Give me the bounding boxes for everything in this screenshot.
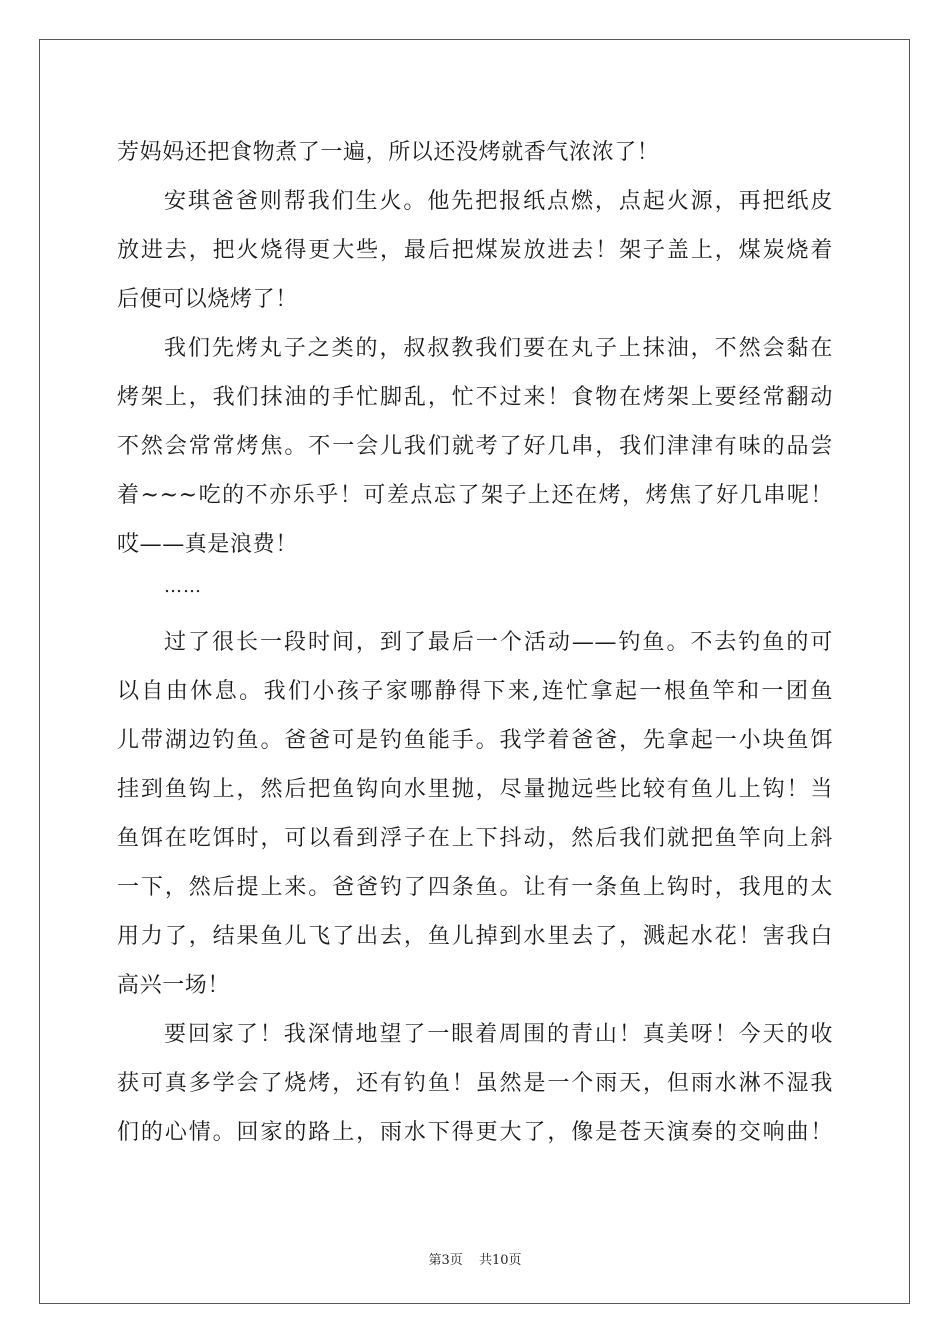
text-line: 芳妈妈还把食物煮了一遍，所以还没烤就香气浓浓了！ [117, 140, 660, 165]
text-line: 挂到鱼钩上，然后把鱼钩向水里抛，尽量抛远些比较有鱼儿上钩！当 [117, 777, 833, 802]
paragraph-start-line: 我们先烤丸子之类的，叔叔教我们要在丸子上抹油，不然会黏在 [164, 336, 833, 361]
page-number-current: 第3页 [428, 1253, 463, 1268]
text-line: 以自由休息。我们小孩子家哪静得下来,连忙拿起一根鱼竿和一团鱼 [117, 679, 833, 704]
text-line: 高兴一场！ [117, 973, 231, 998]
page-number-total: 共10页 [478, 1253, 522, 1268]
text-line: 用力了，结果鱼儿飞了出去，鱼儿掉到水里去了，溅起水花！害我白 [117, 924, 833, 949]
text-line: 哎——真是浪费！ [117, 532, 298, 557]
text-line: 获可真多学会了烧烤，还有钓鱼！虽然是一个雨天，但雨水淋不湿我 [117, 1071, 833, 1096]
text-line: 鱼饵在吃饵时，可以看到浮子在上下抖动，然后我们就把鱼竿向上斜 [117, 826, 833, 851]
ellipsis-separator: …… [164, 576, 202, 597]
text-line: 不然会常常烤焦。不一会儿我们就考了好几串，我们津津有味的品尝 [117, 434, 833, 459]
text-line: 后便可以烧烤了！ [117, 287, 298, 312]
text-line: 烤架上，我们抹油的手忙脚乱，忙不过来！食物在烤架上要经常翻动 [117, 385, 833, 410]
text-line: 着~~~吃的不亦乐乎！可差点忘了架子上还在烤，烤焦了好几串呢！ [117, 483, 833, 508]
text-line: 们的心情。回家的路上，雨水下得更大了，像是苍天演奏的交响曲！ [117, 1120, 833, 1145]
text-line: 儿带湖边钓鱼。爸爸可是钓鱼能手。我学着爸爸，先拿起一小块鱼饵 [117, 728, 833, 753]
text-line: 一下，然后提上来。爸爸钓了四条鱼。让有一条鱼上钩时，我甩的太 [117, 875, 833, 900]
text-line: 放进去，把火烧得更大些，最后把煤炭放进去！架子盖上，煤炭烧着 [117, 238, 833, 263]
document-body [117, 128, 833, 1157]
page-footer [0, 1249, 950, 1268]
paragraph-start-line: 过了很长一段时间，到了最后一个活动——钓鱼。不去钓鱼的可 [164, 630, 833, 655]
paragraph-start-line: 安琪爸爸则帮我们生火。他先把报纸点燃，点起火源，再把纸皮 [164, 189, 833, 214]
paragraph-start-line: 要回家了！我深情地望了一眼着周围的青山！真美呀！今天的收 [164, 1022, 833, 1047]
